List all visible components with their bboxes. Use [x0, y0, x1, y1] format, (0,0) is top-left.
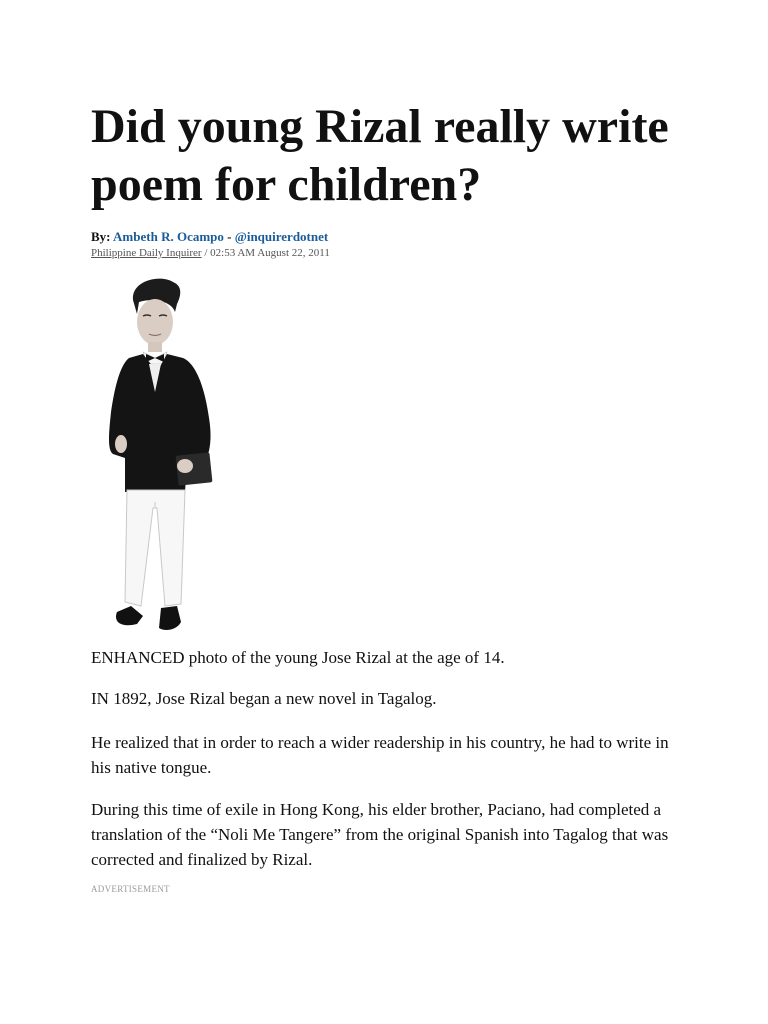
author-link[interactable]: Ambeth R. Ocampo: [113, 229, 224, 244]
article-paragraph: During this time of exile in Hong Kong, his elder brother, Paciano, had completed a translation of the “Noli Me Tangere” from the original Spanish into Tagalog that was corrected and finalized by Rizal.: [91, 800, 669, 869]
byline-separator: -: [227, 229, 232, 244]
source-line: [91, 246, 330, 260]
advertisement-label: ADVERTISEMENT: [91, 884, 170, 894]
byline-label: By:: [91, 229, 111, 244]
byline: [91, 229, 328, 245]
publication-link[interactable]: Philippine Daily Inquirer: [91, 247, 202, 259]
source-separator: /: [204, 247, 208, 259]
article-paragraph: He realized that in order to reach a wider readership in his country, he had to write in his native tongue.: [91, 733, 669, 777]
article-headline: Did young Rizal really write poem for children?: [91, 100, 669, 211]
twitter-handle-link[interactable]: @inquirerdotnet: [234, 229, 329, 244]
rizal-portrait-image: [91, 272, 241, 642]
article-paragraph: IN 1892, Jose Rizal began a new novel in Tagalog.: [91, 689, 437, 708]
image-caption: ENHANCED photo of the young Jose Rizal at the age of 14.: [91, 648, 505, 667]
publish-timestamp: 02:53 AM August 22, 2011: [210, 247, 330, 259]
